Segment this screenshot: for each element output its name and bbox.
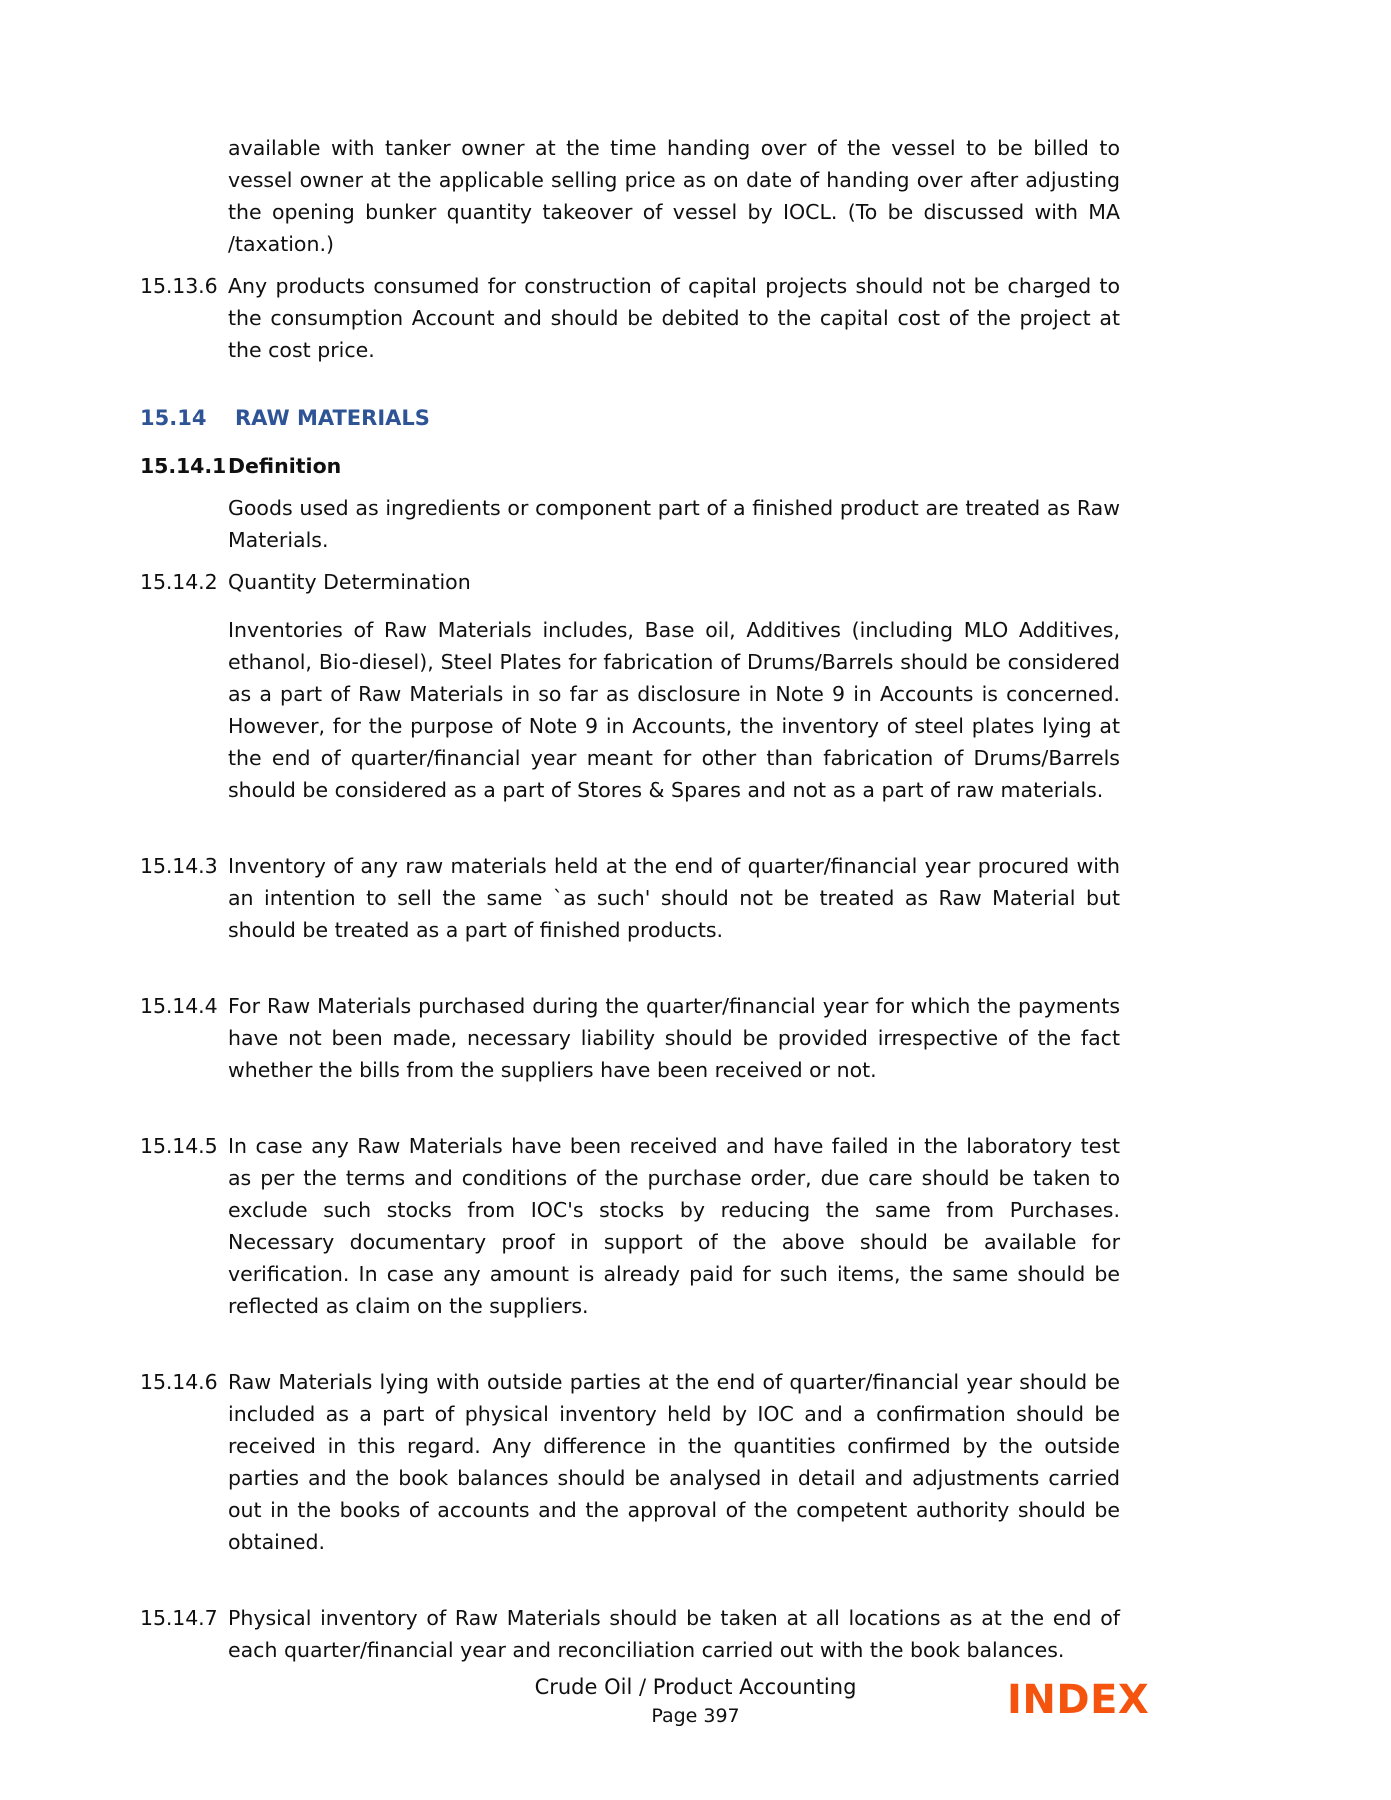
spacer [140,366,1120,402]
clause-body: In case any Raw Materials have been received and have failed in the laboratory test as per the terms and conditions of the purchase order, due care should be taken to exclude such stocks from IOC's stocks by reducing the same from Purchases. Necessary documentary proof in support of the above should be available for verification. In case any amount is already paid for such items, the same should be reflected as claim on the suppliers. [228,1134,1120,1318]
clause-15-14-3 [140,850,1120,946]
clause-15-14-5 [140,1130,1120,1322]
clause-15-14-4 [140,990,1120,1086]
clause-number: 15.13.6 [140,274,218,298]
clause-body: available with tanker owner at the time handing over of the vessel to be billed to vessel owner at the applicable selling price as on date of handing over after adjusting the opening bunker quantity takeover of vessel by IOCL. (To be discussed with MA /taxation.) [228,136,1120,256]
clause-15-14-7 [140,1602,1120,1666]
spacer [140,556,1120,566]
clause-title: Quantity Determination [228,570,471,594]
clause-15-14-1 [140,450,1120,482]
clause-body: Raw Materials lying with outside parties at the end of quarter/financial year should be included as a part of physical inventory held by IOC and a confirmation should be received in this regard. Any difference in the quantities confirmed by the outside parties and the book balances should be analysed in detail and adjustments carried out in the books of accounts and the approval of the competent authority should be obtained. [228,1370,1120,1554]
clause-continuation [140,132,1120,260]
clause-number: 15.14.3 [140,854,218,878]
spacer [140,260,1120,270]
clause-number: 15.14.4 [140,994,218,1018]
paragraph-quantity-determination-body: Inventories of Raw Materials includes, Base oil, Additives (including MLO Additives, ethanol, Bio-diesel), Steel Plates for fabrication of Drums/Barrels should be considered as a part of Raw Materials in so far as disclosure in Note 9 in Accounts is concerned. However, for the purpose of Note 9 in Accounts, the inventory of steel plates lying at the end of quarter/financial year meant for other than fabrication of Drums/Barrels should be considered as a part of Stores & Spares and not as a part of raw materials. [228,618,1120,802]
clause-body: Any products consumed for construction of capital projects should not be charged to the consumption Account and should be debited to the capital cost of the project at the cost price. [228,274,1120,362]
spacer [140,434,1120,450]
spacer [140,1558,1120,1602]
clause-number: 15.14.6 [140,1370,218,1394]
section-number: 15.14 [140,406,207,430]
clause-title: Definition [228,454,342,478]
paragraph-definition-body: Goods used as ingredients or component part of a finished product are treated as Raw Materials. [228,496,1120,552]
spacer [140,598,1120,614]
section-title: RAW MATERIALS [235,406,430,430]
footer-title: Crude Oil / Product Accounting [534,1675,857,1699]
clause-number: 15.14.1 [140,454,227,478]
section-heading-raw-materials [140,402,1120,434]
spacer [140,1086,1120,1130]
clause-number: 15.14.7 [140,1606,218,1630]
page-footer [0,1672,1391,1730]
clause-body: Physical inventory of Raw Materials should be taken at all locations as at the end of each quarter/financial year and reconciliation carried out with the book balances. [228,1606,1120,1662]
clause-number: 15.14.2 [140,570,218,594]
spacer [140,1322,1120,1366]
clause-body: For Raw Materials purchased during the quarter/financial year for which the payments have not been made, necessary liability should be provided irrespective of the fact whether the bills from the suppliers have been received or not. [228,994,1120,1082]
clause-15-14-2 [140,566,1120,598]
page-content [140,132,1120,1666]
clause-body: Inventory of any raw materials held at the end of quarter/financial year procured with an intention to sell the same `as such' should not be treated as Raw Material but should be treated as a part of finished products. [228,854,1120,942]
clause-number: 15.14.5 [140,1134,218,1158]
footer-page-number: Page 397 [651,1705,740,1727]
spacer [140,946,1120,990]
clause-15-13-6 [140,270,1120,366]
clause-15-14-6 [140,1366,1120,1558]
index-link[interactable]: INDEX [1007,1677,1150,1723]
spacer [140,806,1120,850]
spacer [140,482,1120,492]
